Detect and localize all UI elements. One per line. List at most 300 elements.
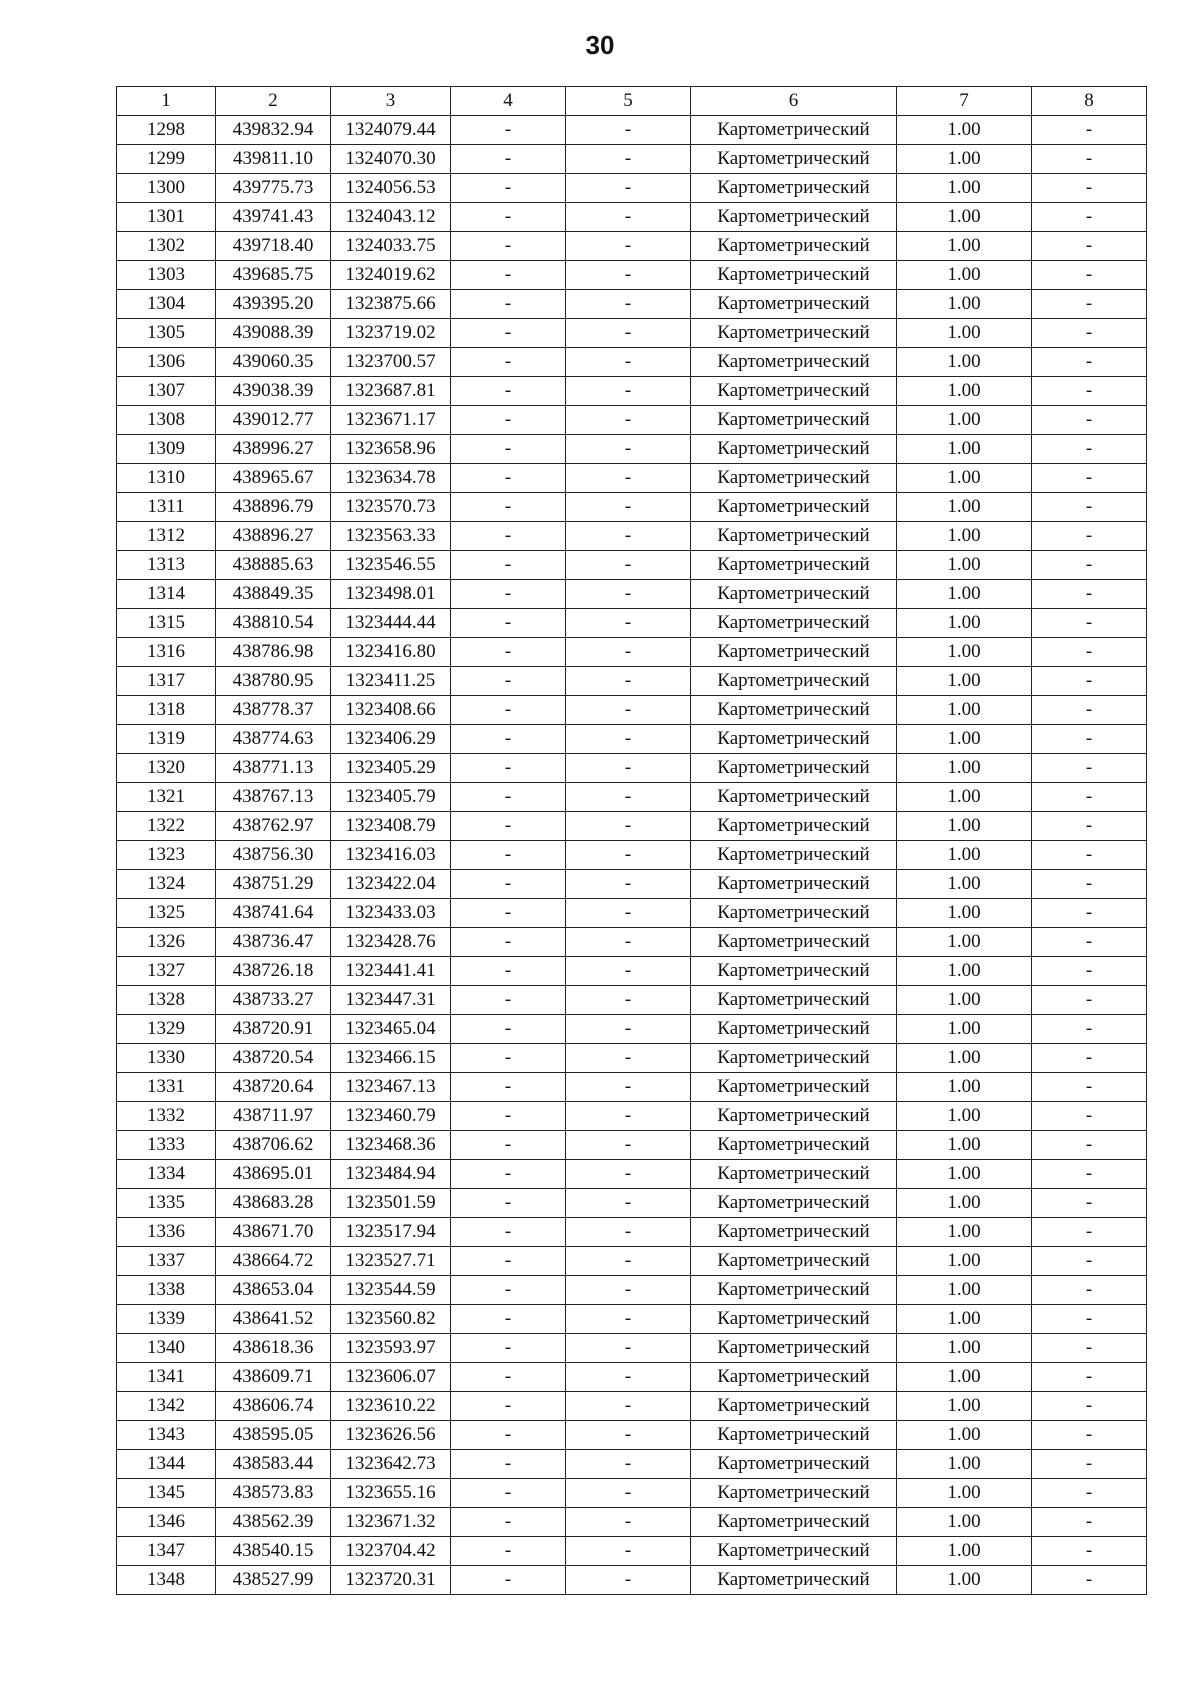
col4-cell: -	[451, 1276, 566, 1305]
method-cell: Картометрический	[691, 261, 897, 290]
precision-cell: 1.00	[897, 1247, 1032, 1276]
table-row	[117, 1102, 1147, 1131]
table-row	[117, 522, 1147, 551]
point-number-cell: 1321	[117, 783, 216, 812]
col8-cell: -	[1032, 580, 1147, 609]
point-number-cell: 1327	[117, 957, 216, 986]
col8-cell: -	[1032, 522, 1147, 551]
col4-cell: -	[451, 986, 566, 1015]
table-row	[117, 1508, 1147, 1537]
col4-cell: -	[451, 957, 566, 986]
x-coordinate-cell: 438849.35	[216, 580, 331, 609]
column-header: 2	[216, 87, 331, 116]
table-row	[117, 116, 1147, 145]
precision-cell: 1.00	[897, 319, 1032, 348]
col4-cell: -	[451, 1421, 566, 1450]
point-number-cell: 1324	[117, 870, 216, 899]
method-cell: Картометрический	[691, 174, 897, 203]
column-header: 7	[897, 87, 1032, 116]
table-row	[117, 1334, 1147, 1363]
col4-cell: -	[451, 464, 566, 493]
col4-cell: -	[451, 1566, 566, 1595]
precision-cell: 1.00	[897, 1131, 1032, 1160]
col8-cell: -	[1032, 464, 1147, 493]
table-row	[117, 1479, 1147, 1508]
point-number-cell: 1302	[117, 232, 216, 261]
col4-cell: -	[451, 1218, 566, 1247]
y-coordinate-cell: 1323655.16	[331, 1479, 451, 1508]
col5-cell: -	[566, 870, 691, 899]
point-number-cell: 1303	[117, 261, 216, 290]
col8-cell: -	[1032, 725, 1147, 754]
table-row	[117, 319, 1147, 348]
col4-cell: -	[451, 1189, 566, 1218]
col4-cell: -	[451, 841, 566, 870]
x-coordinate-cell: 438726.18	[216, 957, 331, 986]
col8-cell: -	[1032, 841, 1147, 870]
y-coordinate-cell: 1323593.97	[331, 1334, 451, 1363]
precision-cell: 1.00	[897, 493, 1032, 522]
point-number-cell: 1299	[117, 145, 216, 174]
table-row	[117, 1044, 1147, 1073]
x-coordinate-cell: 438527.99	[216, 1566, 331, 1595]
y-coordinate-cell: 1323498.01	[331, 580, 451, 609]
col8-cell: -	[1032, 754, 1147, 783]
col8-cell: -	[1032, 1218, 1147, 1247]
precision-cell: 1.00	[897, 232, 1032, 261]
col8-cell: -	[1032, 1247, 1147, 1276]
x-coordinate-cell: 438711.97	[216, 1102, 331, 1131]
table-row	[117, 348, 1147, 377]
method-cell: Картометрический	[691, 1160, 897, 1189]
point-number-cell: 1346	[117, 1508, 216, 1537]
method-cell: Картометрический	[691, 783, 897, 812]
method-cell: Картометрический	[691, 1102, 897, 1131]
precision-cell: 1.00	[897, 783, 1032, 812]
table-row	[117, 609, 1147, 638]
table-row	[117, 1537, 1147, 1566]
col5-cell: -	[566, 1450, 691, 1479]
precision-cell: 1.00	[897, 812, 1032, 841]
x-coordinate-cell: 438771.13	[216, 754, 331, 783]
y-coordinate-cell: 1324056.53	[331, 174, 451, 203]
col4-cell: -	[451, 783, 566, 812]
method-cell: Картометрический	[691, 464, 897, 493]
precision-cell: 1.00	[897, 638, 1032, 667]
col4-cell: -	[451, 232, 566, 261]
col8-cell: -	[1032, 696, 1147, 725]
y-coordinate-cell: 1323544.59	[331, 1276, 451, 1305]
col5-cell: -	[566, 609, 691, 638]
precision-cell: 1.00	[897, 1044, 1032, 1073]
method-cell: Картометрический	[691, 1508, 897, 1537]
column-header: 6	[691, 87, 897, 116]
point-number-cell: 1335	[117, 1189, 216, 1218]
y-coordinate-cell: 1323570.73	[331, 493, 451, 522]
col4-cell: -	[451, 1247, 566, 1276]
method-cell: Картометрический	[691, 754, 897, 783]
x-coordinate-cell: 439088.39	[216, 319, 331, 348]
col8-cell: -	[1032, 435, 1147, 464]
method-cell: Картометрический	[691, 812, 897, 841]
precision-cell: 1.00	[897, 551, 1032, 580]
method-cell: Картометрический	[691, 1015, 897, 1044]
precision-cell: 1.00	[897, 1073, 1032, 1102]
col4-cell: -	[451, 667, 566, 696]
method-cell: Картометрический	[691, 145, 897, 174]
table-row	[117, 435, 1147, 464]
col5-cell: -	[566, 1537, 691, 1566]
y-coordinate-cell: 1323468.36	[331, 1131, 451, 1160]
col8-cell: -	[1032, 1073, 1147, 1102]
point-number-cell: 1318	[117, 696, 216, 725]
table-row	[117, 841, 1147, 870]
col4-cell: -	[451, 1160, 566, 1189]
method-cell: Картометрический	[691, 1218, 897, 1247]
method-cell: Картометрический	[691, 1044, 897, 1073]
x-coordinate-cell: 438780.95	[216, 667, 331, 696]
col5-cell: -	[566, 116, 691, 145]
table-row	[117, 1305, 1147, 1334]
col8-cell: -	[1032, 1363, 1147, 1392]
method-cell: Картометрический	[691, 1189, 897, 1218]
x-coordinate-cell: 438774.63	[216, 725, 331, 754]
x-coordinate-cell: 439718.40	[216, 232, 331, 261]
col5-cell: -	[566, 1305, 691, 1334]
col8-cell: -	[1032, 928, 1147, 957]
col8-cell: -	[1032, 174, 1147, 203]
point-number-cell: 1317	[117, 667, 216, 696]
y-coordinate-cell: 1323634.78	[331, 464, 451, 493]
col5-cell: -	[566, 1102, 691, 1131]
point-number-cell: 1338	[117, 1276, 216, 1305]
table-row	[117, 1218, 1147, 1247]
x-coordinate-cell: 438562.39	[216, 1508, 331, 1537]
col5-cell: -	[566, 1276, 691, 1305]
col4-cell: -	[451, 406, 566, 435]
point-number-cell: 1341	[117, 1363, 216, 1392]
precision-cell: 1.00	[897, 1421, 1032, 1450]
method-cell: Картометрический	[691, 986, 897, 1015]
col4-cell: -	[451, 609, 566, 638]
precision-cell: 1.00	[897, 928, 1032, 957]
point-number-cell: 1305	[117, 319, 216, 348]
x-coordinate-cell: 439012.77	[216, 406, 331, 435]
x-coordinate-cell: 438606.74	[216, 1392, 331, 1421]
y-coordinate-cell: 1323405.79	[331, 783, 451, 812]
col4-cell: -	[451, 348, 566, 377]
point-number-cell: 1304	[117, 290, 216, 319]
col8-cell: -	[1032, 783, 1147, 812]
point-number-cell: 1339	[117, 1305, 216, 1334]
method-cell: Картометрический	[691, 290, 897, 319]
col8-cell: -	[1032, 145, 1147, 174]
y-coordinate-cell: 1323700.57	[331, 348, 451, 377]
table-row	[117, 1421, 1147, 1450]
x-coordinate-cell: 438751.29	[216, 870, 331, 899]
col8-cell: -	[1032, 899, 1147, 928]
method-cell: Картометрический	[691, 580, 897, 609]
precision-cell: 1.00	[897, 203, 1032, 232]
point-number-cell: 1332	[117, 1102, 216, 1131]
point-number-cell: 1336	[117, 1218, 216, 1247]
col8-cell: -	[1032, 1305, 1147, 1334]
table-row	[117, 1247, 1147, 1276]
col8-cell: -	[1032, 348, 1147, 377]
col5-cell: -	[566, 1160, 691, 1189]
col4-cell: -	[451, 928, 566, 957]
col5-cell: -	[566, 348, 691, 377]
y-coordinate-cell: 1323466.15	[331, 1044, 451, 1073]
point-number-cell: 1343	[117, 1421, 216, 1450]
point-number-cell: 1331	[117, 1073, 216, 1102]
method-cell: Картометрический	[691, 493, 897, 522]
col8-cell: -	[1032, 638, 1147, 667]
col8-cell: -	[1032, 406, 1147, 435]
col5-cell: -	[566, 1392, 691, 1421]
precision-cell: 1.00	[897, 261, 1032, 290]
point-number-cell: 1307	[117, 377, 216, 406]
y-coordinate-cell: 1323460.79	[331, 1102, 451, 1131]
table-row	[117, 783, 1147, 812]
col8-cell: -	[1032, 1276, 1147, 1305]
col4-cell: -	[451, 1131, 566, 1160]
y-coordinate-cell: 1323517.94	[331, 1218, 451, 1247]
method-cell: Картометрический	[691, 1450, 897, 1479]
point-number-cell: 1306	[117, 348, 216, 377]
col8-cell: -	[1032, 1160, 1147, 1189]
y-coordinate-cell: 1323501.59	[331, 1189, 451, 1218]
col4-cell: -	[451, 116, 566, 145]
x-coordinate-cell: 438965.67	[216, 464, 331, 493]
x-coordinate-cell: 439775.73	[216, 174, 331, 203]
precision-cell: 1.00	[897, 464, 1032, 493]
precision-cell: 1.00	[897, 841, 1032, 870]
table-row	[117, 464, 1147, 493]
point-number-cell: 1320	[117, 754, 216, 783]
y-coordinate-cell: 1323527.71	[331, 1247, 451, 1276]
point-number-cell: 1340	[117, 1334, 216, 1363]
col5-cell: -	[566, 1131, 691, 1160]
col4-cell: -	[451, 493, 566, 522]
x-coordinate-cell: 438618.36	[216, 1334, 331, 1363]
method-cell: Картометрический	[691, 667, 897, 696]
y-coordinate-cell: 1323642.73	[331, 1450, 451, 1479]
col8-cell: -	[1032, 1508, 1147, 1537]
precision-cell: 1.00	[897, 580, 1032, 609]
table-row	[117, 203, 1147, 232]
precision-cell: 1.00	[897, 1160, 1032, 1189]
col8-cell: -	[1032, 1392, 1147, 1421]
col8-cell: -	[1032, 1566, 1147, 1595]
y-coordinate-cell: 1323416.03	[331, 841, 451, 870]
col8-cell: -	[1032, 377, 1147, 406]
col4-cell: -	[451, 174, 566, 203]
point-number-cell: 1298	[117, 116, 216, 145]
method-cell: Картометрический	[691, 406, 897, 435]
point-number-cell: 1316	[117, 638, 216, 667]
x-coordinate-cell: 438540.15	[216, 1537, 331, 1566]
y-coordinate-cell: 1323560.82	[331, 1305, 451, 1334]
method-cell: Картометрический	[691, 638, 897, 667]
col4-cell: -	[451, 1392, 566, 1421]
col5-cell: -	[566, 203, 691, 232]
point-number-cell: 1312	[117, 522, 216, 551]
y-coordinate-cell: 1323422.04	[331, 870, 451, 899]
method-cell: Картометрический	[691, 1276, 897, 1305]
table-row	[117, 870, 1147, 899]
x-coordinate-cell: 438736.47	[216, 928, 331, 957]
y-coordinate-cell: 1324033.75	[331, 232, 451, 261]
precision-cell: 1.00	[897, 435, 1032, 464]
x-coordinate-cell: 438695.01	[216, 1160, 331, 1189]
precision-cell: 1.00	[897, 1363, 1032, 1392]
x-coordinate-cell: 438683.28	[216, 1189, 331, 1218]
col5-cell: -	[566, 696, 691, 725]
precision-cell: 1.00	[897, 1102, 1032, 1131]
x-coordinate-cell: 438996.27	[216, 435, 331, 464]
col8-cell: -	[1032, 1044, 1147, 1073]
method-cell: Картометрический	[691, 1421, 897, 1450]
col4-cell: -	[451, 145, 566, 174]
column-header: 4	[451, 87, 566, 116]
col8-cell: -	[1032, 986, 1147, 1015]
precision-cell: 1.00	[897, 870, 1032, 899]
y-coordinate-cell: 1323465.04	[331, 1015, 451, 1044]
point-number-cell: 1330	[117, 1044, 216, 1073]
point-number-cell: 1310	[117, 464, 216, 493]
table-row	[117, 493, 1147, 522]
point-number-cell: 1300	[117, 174, 216, 203]
col5-cell: -	[566, 145, 691, 174]
y-coordinate-cell: 1324070.30	[331, 145, 451, 174]
precision-cell: 1.00	[897, 1276, 1032, 1305]
method-cell: Картометрический	[691, 1131, 897, 1160]
table-row	[117, 1189, 1147, 1218]
table-header-row	[117, 87, 1147, 116]
col5-cell: -	[566, 551, 691, 580]
point-number-cell: 1323	[117, 841, 216, 870]
col8-cell: -	[1032, 319, 1147, 348]
method-cell: Картометрический	[691, 232, 897, 261]
method-cell: Картометрический	[691, 116, 897, 145]
point-number-cell: 1313	[117, 551, 216, 580]
x-coordinate-cell: 439811.10	[216, 145, 331, 174]
col8-cell: -	[1032, 232, 1147, 261]
col8-cell: -	[1032, 1450, 1147, 1479]
point-number-cell: 1329	[117, 1015, 216, 1044]
col8-cell: -	[1032, 1334, 1147, 1363]
precision-cell: 1.00	[897, 957, 1032, 986]
point-number-cell: 1314	[117, 580, 216, 609]
table-row	[117, 1392, 1147, 1421]
method-cell: Картометрический	[691, 1537, 897, 1566]
y-coordinate-cell: 1323467.13	[331, 1073, 451, 1102]
method-cell: Картометрический	[691, 1305, 897, 1334]
x-coordinate-cell: 438756.30	[216, 841, 331, 870]
col8-cell: -	[1032, 203, 1147, 232]
col4-cell: -	[451, 580, 566, 609]
col8-cell: -	[1032, 870, 1147, 899]
x-coordinate-cell: 438583.44	[216, 1450, 331, 1479]
precision-cell: 1.00	[897, 986, 1032, 1015]
col4-cell: -	[451, 290, 566, 319]
col8-cell: -	[1032, 1421, 1147, 1450]
col4-cell: -	[451, 203, 566, 232]
col5-cell: -	[566, 1363, 691, 1392]
col5-cell: -	[566, 319, 691, 348]
x-coordinate-cell: 438720.64	[216, 1073, 331, 1102]
precision-cell: 1.00	[897, 522, 1032, 551]
col5-cell: -	[566, 899, 691, 928]
precision-cell: 1.00	[897, 377, 1032, 406]
col8-cell: -	[1032, 609, 1147, 638]
point-number-cell: 1326	[117, 928, 216, 957]
method-cell: Картометрический	[691, 1392, 897, 1421]
col4-cell: -	[451, 1508, 566, 1537]
col5-cell: -	[566, 464, 691, 493]
point-number-cell: 1334	[117, 1160, 216, 1189]
method-cell: Картометрический	[691, 435, 897, 464]
col4-cell: -	[451, 551, 566, 580]
col4-cell: -	[451, 1044, 566, 1073]
col4-cell: -	[451, 899, 566, 928]
col8-cell: -	[1032, 1189, 1147, 1218]
col4-cell: -	[451, 435, 566, 464]
precision-cell: 1.00	[897, 406, 1032, 435]
col5-cell: -	[566, 580, 691, 609]
table-body	[117, 116, 1147, 1595]
col5-cell: -	[566, 493, 691, 522]
table-row	[117, 725, 1147, 754]
y-coordinate-cell: 1323546.55	[331, 551, 451, 580]
y-coordinate-cell: 1323447.31	[331, 986, 451, 1015]
col8-cell: -	[1032, 1102, 1147, 1131]
point-number-cell: 1328	[117, 986, 216, 1015]
x-coordinate-cell: 439832.94	[216, 116, 331, 145]
col5-cell: -	[566, 261, 691, 290]
x-coordinate-cell: 438595.05	[216, 1421, 331, 1450]
table-row	[117, 667, 1147, 696]
col8-cell: -	[1032, 261, 1147, 290]
point-number-cell: 1315	[117, 609, 216, 638]
x-coordinate-cell: 439395.20	[216, 290, 331, 319]
method-cell: Картометрический	[691, 377, 897, 406]
method-cell: Картометрический	[691, 522, 897, 551]
y-coordinate-cell: 1323433.03	[331, 899, 451, 928]
table-row	[117, 290, 1147, 319]
precision-cell: 1.00	[897, 725, 1032, 754]
col8-cell: -	[1032, 290, 1147, 319]
x-coordinate-cell: 438778.37	[216, 696, 331, 725]
x-coordinate-cell: 438664.72	[216, 1247, 331, 1276]
precision-cell: 1.00	[897, 1450, 1032, 1479]
y-coordinate-cell: 1324019.62	[331, 261, 451, 290]
point-number-cell: 1308	[117, 406, 216, 435]
precision-cell: 1.00	[897, 290, 1032, 319]
table-row	[117, 928, 1147, 957]
y-coordinate-cell: 1323406.29	[331, 725, 451, 754]
method-cell: Картометрический	[691, 1073, 897, 1102]
col5-cell: -	[566, 928, 691, 957]
point-number-cell: 1344	[117, 1450, 216, 1479]
table-row	[117, 1450, 1147, 1479]
col5-cell: -	[566, 1421, 691, 1450]
y-coordinate-cell: 1323671.32	[331, 1508, 451, 1537]
method-cell: Картометрический	[691, 1566, 897, 1595]
y-coordinate-cell: 1323563.33	[331, 522, 451, 551]
y-coordinate-cell: 1323428.76	[331, 928, 451, 957]
